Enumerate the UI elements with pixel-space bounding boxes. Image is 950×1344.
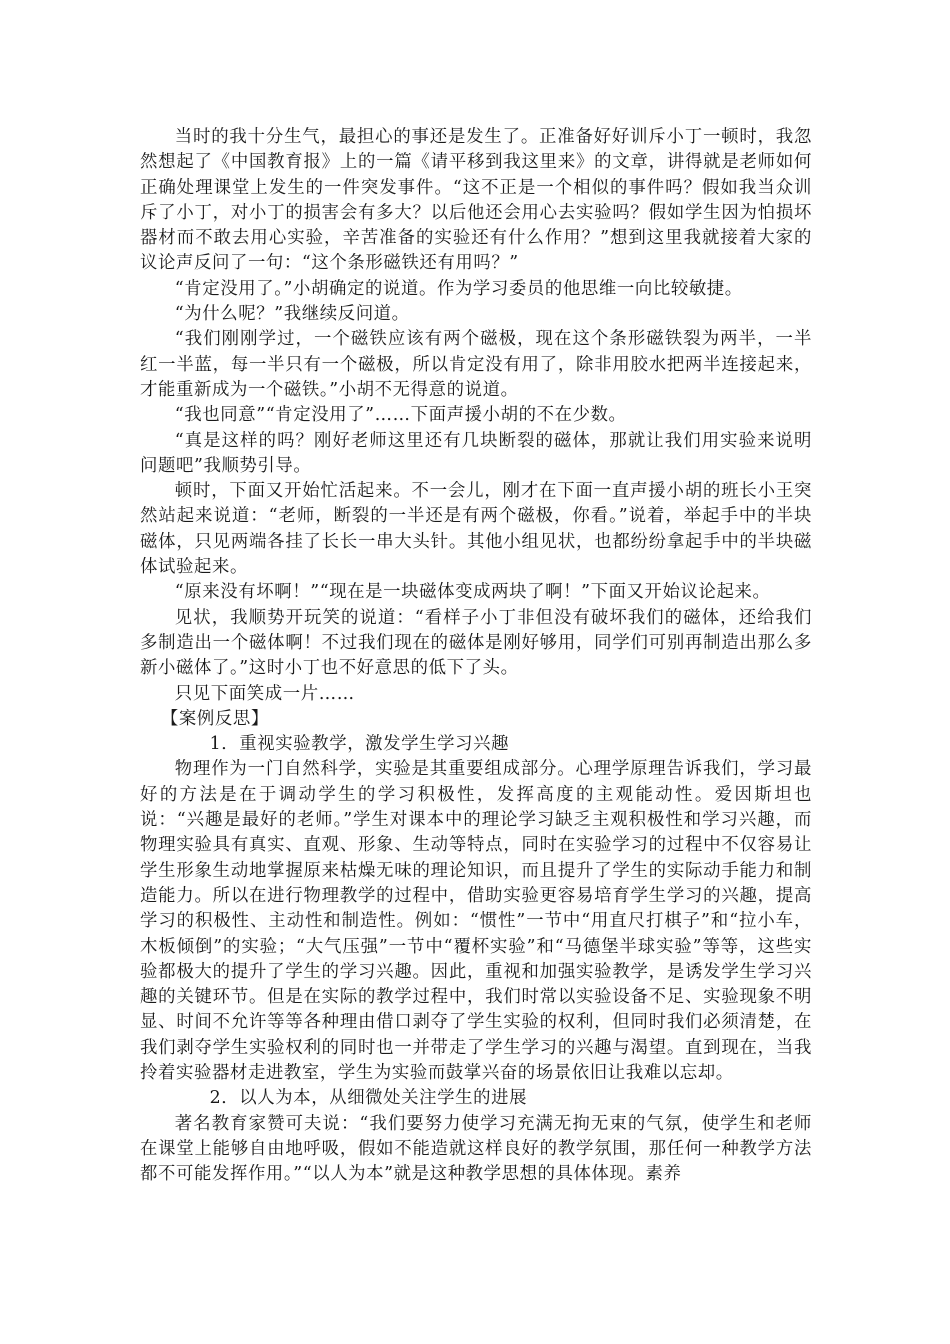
paragraph-3: “为什么呢？”我继续反问道。 xyxy=(174,304,410,325)
paragraph-11: 物理作为一门自然科学，实验是其重要组成部分。心理学原理告诉我们，学习最好的方法是在于调动学生的学习积极性，发挥高度的主观能动性。爱因斯坦也说：“兴趣是最好的老师。”学生对课本中的理论学习缺乏主观积极性和学习兴趣，而物理实验具有真实、直观、形象、生动等特点，同时在实验学习的过程中不仅容易让学生形象生动地掌握原来枯燥无味的理论知识，而且提升了学生的实际动手能力和制造能力。所以在进行物理教学的过程中，借助实验更容易培育学生学习的兴趣，提高学习的积极性、主动性和制造性。例如：“惯性”一节中“用直尺打棋子”和“拉小车，木板倾倒”的实验；“大气压强”一节中“覆杯实验”和“马德堡半球实验”等等，这些实验都极大的提升了学生的学习兴趣。因此，重视和加强实验教学，是诱发学生学习兴趣的关键环节。但是在实际的教学过程中，我们时常以实验设备不足、实验现象不明显、时间不允许等等各种理由借口剥夺了学生实验的权利，但同时我们必须清楚，在我们剥夺学生实验权利的同时也一并带走了学生学习的兴趣与渴望。直到现在，当我拎着实验器材走进教室，学生为实验而鼓掌兴奋的场景依旧让我难以忘却。 xyxy=(140,759,812,1083)
subheading-1: 1．重视实验教学，激发学生学习兴趣 xyxy=(209,734,510,755)
paragraph-5: “我也同意”“肯定没用了”……下面声援小胡的不在少数。 xyxy=(174,405,627,426)
paragraph-12: 著名教育家赞可夫说：“我们要努力使学习充满无拘无束的气氛，使学生和老师在课堂上能够自由地呼吸，假如不能造就这样良好的教学氛围，那任何一种教学方法都不可能发挥作用。”“以人为本”就是这种教学思想的具体体现。素养 xyxy=(140,1113,812,1185)
paragraph-8: “原来没有坏啊！”“现在是一块磁体变成两块了啊！”下面又开始议论起来。 xyxy=(174,582,771,603)
subheading-2: 2．以人为本，从细微处关注学生的进展 xyxy=(209,1088,528,1109)
section-heading-reflection: 【案例反思】 xyxy=(160,708,269,729)
paragraph-1: 当时的我十分生气，最担心的事还是发生了。正准备好好训斥小丁一顿时，我忽然想起了《中国教育报》上的一篇《请平移到我这里来》的文章，讲得就是老师如何正确处理课堂上发生的一件突发事件。“这不正是一个相似的事件吗？假如我当众训斥了小丁，对小丁的损害会有多大？以后他还会用心去实验吗？假如学生因为怕损坏器材而不敢去用心实验，辛苦准备的实验还有什么作用？”想到这里我就接着大家的议论声反问了一句：“这个条形磁铁还有用吗？” xyxy=(140,127,812,274)
paragraph-6: “真是这样的吗？刚好老师这里还有几块断裂的磁体，那就让我们用实验来说明问题吧”我顺势引导。 xyxy=(140,430,812,476)
document-page xyxy=(140,125,812,1187)
paragraph-7: 顿时，下面又开始忙活起来。不一会儿，刚才在下面一直声援小胡的班长小王突然站起来说道：“老师，断裂的一半还是有两个磁极，你看。”说着，举起手中的半块磁体，只见两端各挂了长长一串大头针。其他小组见状，也都纷纷拿起手中的半块磁体试验起来。 xyxy=(140,481,812,578)
paragraph-10: 只见下面笑成一片…… xyxy=(174,683,355,704)
paragraph-9: 见状，我顺势开玩笑的说道：“看样子小丁非但没有破坏我们的磁体，还给我们多制造出一个磁体啊！不过我们现在的磁体是刚好够用，同学们可别再制造出那么多新小磁体了。”这时小丁也不好意思的低下了头。 xyxy=(140,607,812,679)
paragraph-2: “肯定没用了。”小胡确定的说道。作为学习委员的他思维一向比较敏捷。 xyxy=(174,278,743,299)
paragraph-4: “我们刚刚学过，一个磁铁应该有两个磁极，现在这个条形磁铁裂为两半，一半红一半蓝，每一半只有一个磁极，所以肯定没有用了，除非用胶水把两半连接起来，才能重新成为一个磁铁。”小胡不无得意的说道。 xyxy=(140,329,812,400)
